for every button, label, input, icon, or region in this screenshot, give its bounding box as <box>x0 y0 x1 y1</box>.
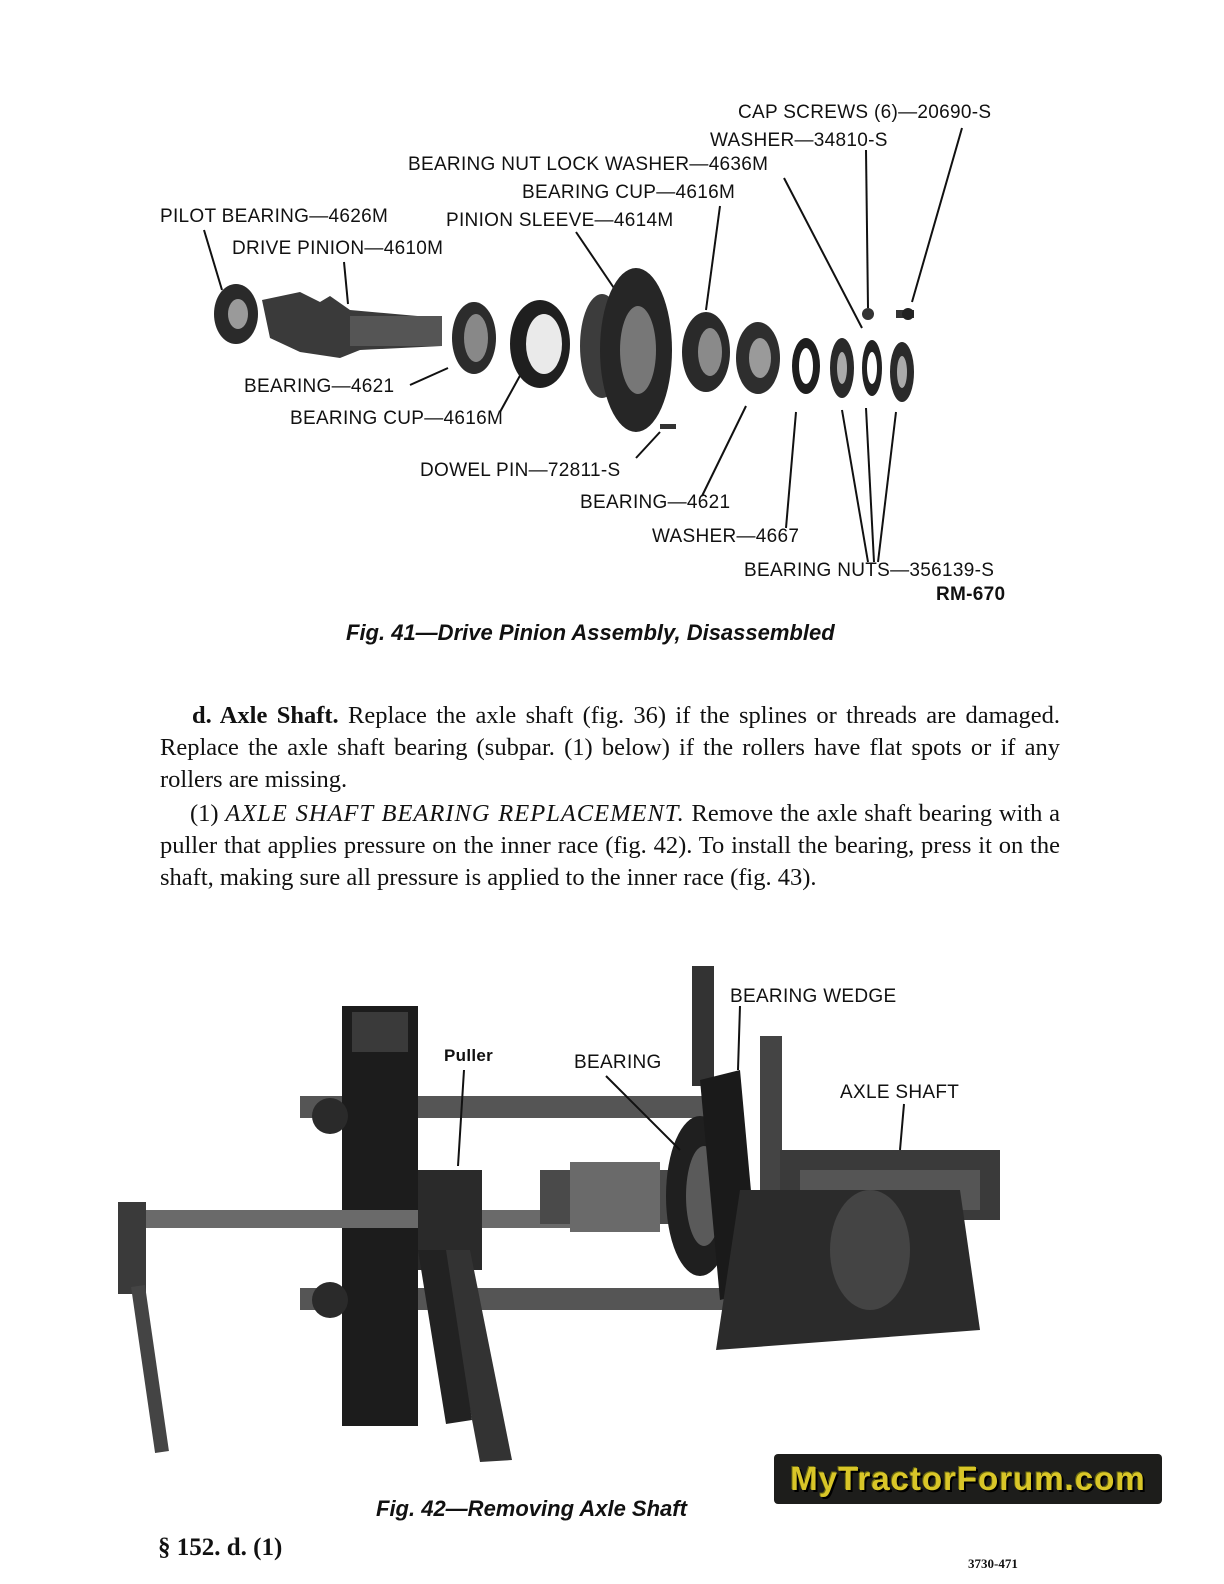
label-bearing-left: BEARING—4621 <box>244 376 395 397</box>
label-pilot-bearing: PILOT BEARING—4626M <box>160 206 389 227</box>
fig42-caption: Fig. 42—Removing Axle Shaft <box>376 1496 687 1521</box>
paragraph-number: (1) <box>190 800 219 827</box>
label-bearing-wedge: BEARING WEDGE <box>730 986 897 1007</box>
page-code: 3730-471 <box>968 1556 1018 1571</box>
watermark-logo: MyTractorForum.com <box>774 1454 1162 1504</box>
label-bearing-right: BEARING—4621 <box>580 492 731 513</box>
paragraph-lead: d. Axle Shaft. <box>192 702 339 729</box>
label-lock-washer: BEARING NUT LOCK WASHER—4636M <box>408 154 769 175</box>
label-drive-pinion: DRIVE PINION—4610M <box>232 238 444 259</box>
label-rm-670: RM-670 <box>936 584 1006 605</box>
label-pinion-sleeve: PINION SLEEVE—4614M <box>446 210 674 231</box>
fig41-caption: Fig. 41—Drive Pinion Assembly, Disassembled <box>346 620 835 645</box>
label-bearing-nuts: BEARING NUTS—356139-S <box>744 560 995 581</box>
label-puller: Puller <box>444 1046 494 1065</box>
label-washer-4667: WASHER—4667 <box>652 526 800 547</box>
paragraph-body: Replace the axle shaft (fig. 36) if the splines or threads are damaged. Replace the axle shaft bearing (subpar. (1) below) if the rollers have flat spots or if any rollers are missing. <box>160 702 1060 793</box>
label-axle-shaft: AXLE SHAFT <box>840 1082 960 1103</box>
label-bearing: BEARING <box>574 1052 662 1073</box>
paragraph-title: AXLE SHAFT BEARING REPLACEMENT. <box>225 800 685 827</box>
label-washer-34810: WASHER—34810-S <box>710 130 888 151</box>
label-dowel-pin: DOWEL PIN—72811-S <box>420 460 621 481</box>
label-bearing-cup-top: BEARING CUP—4616M <box>522 182 736 203</box>
label-cap-screws: CAP SCREWS (6)—20690-S <box>738 102 992 123</box>
paragraph-body: Remove the axle shaft bearing with a puller that applies pressure on the inner race (fig. 42). To install the bearing, press it on the shaft, making sure all pressure is applied to the inner race (fig. 43). <box>160 800 1061 891</box>
section-reference: § 152. d. (1) <box>158 1534 283 1561</box>
label-bearing-cup-bottom: BEARING CUP—4616M <box>290 408 504 429</box>
